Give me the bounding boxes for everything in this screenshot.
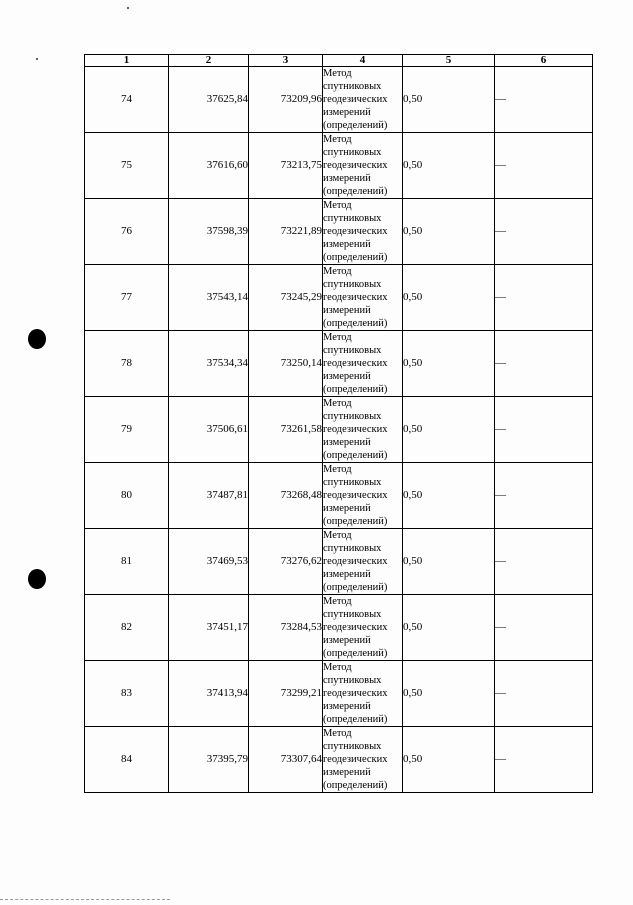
point-number-cell: 80 [85, 463, 169, 529]
y-coordinate-cell: 73261,58 [249, 397, 323, 463]
method-text-line: (определений) [323, 450, 388, 461]
table-body [85, 67, 593, 793]
method-cell [323, 529, 403, 595]
note-cell: — [495, 133, 593, 199]
y-coordinate-cell: 73299,21 [249, 661, 323, 727]
method-text-line: (определений) [323, 252, 388, 263]
x-coordinate-cell: 37625,84 [169, 67, 249, 133]
x-coordinate-cell: 37451,17 [169, 595, 249, 661]
accuracy-cell: 0,50 [403, 199, 495, 265]
x-coordinate-cell: 37616,60 [169, 133, 249, 199]
header-col-5: 5 [403, 55, 495, 67]
method-text-line: спутниковых [323, 279, 382, 290]
y-coordinate-cell: 73221,89 [249, 199, 323, 265]
method-text-line: измерений [323, 305, 371, 316]
table-row [85, 727, 593, 793]
table-row [85, 331, 593, 397]
method-text-line: Метод [323, 266, 352, 277]
method-text-line: Метод [323, 134, 352, 145]
method-text-line: Метод [323, 68, 352, 79]
method-text-line: измерений [323, 503, 371, 514]
method-text-line: измерений [323, 569, 371, 580]
method-text-line: (определений) [323, 186, 388, 197]
method-text-line: спутниковых [323, 675, 382, 686]
method-text-line: геодезических [323, 358, 388, 369]
punch-hole-mark [28, 329, 46, 349]
note-cell: — [495, 67, 593, 133]
accuracy-cell: 0,50 [403, 727, 495, 793]
y-coordinate-cell: 73276,62 [249, 529, 323, 595]
scan-speck [36, 58, 38, 60]
header-col-1: 1 [85, 55, 169, 67]
y-coordinate-cell: 73245,29 [249, 265, 323, 331]
method-text-line: геодезических [323, 424, 388, 435]
note-cell: — [495, 661, 593, 727]
point-number-cell: 83 [85, 661, 169, 727]
table-row [85, 67, 593, 133]
scan-speck [127, 7, 129, 9]
note-cell: — [495, 463, 593, 529]
coordinates-table [84, 54, 593, 793]
method-text-line: геодезических [323, 688, 388, 699]
y-coordinate-cell: 73307,64 [249, 727, 323, 793]
method-text-line: измерений [323, 767, 371, 778]
note-cell: — [495, 199, 593, 265]
method-text-line: измерений [323, 107, 371, 118]
method-text-line: измерений [323, 635, 371, 646]
method-cell [323, 199, 403, 265]
method-text-line: (определений) [323, 318, 388, 329]
x-coordinate-cell: 37395,79 [169, 727, 249, 793]
accuracy-cell: 0,50 [403, 529, 495, 595]
point-number-cell: 84 [85, 727, 169, 793]
table-row [85, 463, 593, 529]
method-text-line: геодезических [323, 226, 388, 237]
accuracy-cell: 0,50 [403, 661, 495, 727]
x-coordinate-cell: 37506,61 [169, 397, 249, 463]
method-text-line: (определений) [323, 714, 388, 725]
point-number-cell: 75 [85, 133, 169, 199]
method-text-line: Метод [323, 332, 352, 343]
method-text-line: спутниковых [323, 81, 382, 92]
y-coordinate-cell: 73250,14 [249, 331, 323, 397]
accuracy-cell: 0,50 [403, 595, 495, 661]
method-text-line: Метод [323, 530, 352, 541]
method-text-line: геодезических [323, 94, 388, 105]
note-cell: — [495, 595, 593, 661]
method-text-line: измерений [323, 371, 371, 382]
header-col-3: 3 [249, 55, 323, 67]
method-text-line: измерений [323, 239, 371, 250]
method-cell [323, 133, 403, 199]
method-cell [323, 397, 403, 463]
y-coordinate-cell: 73284,53 [249, 595, 323, 661]
accuracy-cell: 0,50 [403, 67, 495, 133]
x-coordinate-cell: 37413,94 [169, 661, 249, 727]
method-text-line: (определений) [323, 120, 388, 131]
method-cell [323, 67, 403, 133]
header-col-2: 2 [169, 55, 249, 67]
note-cell: — [495, 727, 593, 793]
point-number-cell: 79 [85, 397, 169, 463]
x-coordinate-cell: 37543,14 [169, 265, 249, 331]
point-number-cell: 81 [85, 529, 169, 595]
table-row [85, 529, 593, 595]
method-text-line: (определений) [323, 516, 388, 527]
point-number-cell: 74 [85, 67, 169, 133]
x-coordinate-cell: 37598,39 [169, 199, 249, 265]
method-text-line: спутниковых [323, 609, 382, 620]
note-cell: — [495, 331, 593, 397]
scan-edge-line [0, 899, 170, 901]
point-number-cell: 76 [85, 199, 169, 265]
method-text-line: (определений) [323, 384, 388, 395]
method-text-line: спутниковых [323, 411, 382, 422]
punch-hole-mark [28, 569, 46, 589]
method-text-line: Метод [323, 200, 352, 211]
method-text-line: геодезических [323, 490, 388, 501]
method-text-line: геодезических [323, 292, 388, 303]
method-text-line: геодезических [323, 160, 388, 171]
accuracy-cell: 0,50 [403, 265, 495, 331]
header-col-6: 6 [495, 55, 593, 67]
method-text-line: измерений [323, 173, 371, 184]
method-text-line: геодезических [323, 754, 388, 765]
x-coordinate-cell: 37487,81 [169, 463, 249, 529]
table-row [85, 265, 593, 331]
x-coordinate-cell: 37534,34 [169, 331, 249, 397]
accuracy-cell: 0,50 [403, 463, 495, 529]
header-col-4: 4 [323, 55, 403, 67]
method-text-line: спутниковых [323, 213, 382, 224]
method-text-line: (определений) [323, 648, 388, 659]
method-text-line: спутниковых [323, 477, 382, 488]
method-text-line: спутниковых [323, 345, 382, 356]
point-number-cell: 77 [85, 265, 169, 331]
method-text-line: (определений) [323, 780, 388, 791]
accuracy-cell: 0,50 [403, 397, 495, 463]
method-text-line: (определений) [323, 582, 388, 593]
method-cell [323, 595, 403, 661]
y-coordinate-cell: 73268,48 [249, 463, 323, 529]
table-header-row [85, 55, 593, 67]
table-row [85, 133, 593, 199]
method-text-line: геодезических [323, 622, 388, 633]
y-coordinate-cell: 73213,75 [249, 133, 323, 199]
method-cell [323, 331, 403, 397]
method-text-line: спутниковых [323, 741, 382, 752]
method-text-line: измерений [323, 701, 371, 712]
method-cell [323, 661, 403, 727]
point-number-cell: 82 [85, 595, 169, 661]
method-cell [323, 265, 403, 331]
method-text-line: Метод [323, 596, 352, 607]
note-cell: — [495, 265, 593, 331]
method-text-line: спутниковых [323, 147, 382, 158]
x-coordinate-cell: 37469,53 [169, 529, 249, 595]
note-cell: — [495, 397, 593, 463]
note-cell: — [495, 529, 593, 595]
table-row [85, 661, 593, 727]
method-cell [323, 727, 403, 793]
y-coordinate-cell: 73209,96 [249, 67, 323, 133]
method-text-line: Метод [323, 464, 352, 475]
method-text-line: спутниковых [323, 543, 382, 554]
method-cell [323, 463, 403, 529]
accuracy-cell: 0,50 [403, 133, 495, 199]
table-row [85, 595, 593, 661]
method-text-line: геодезических [323, 556, 388, 567]
table-row [85, 199, 593, 265]
point-number-cell: 78 [85, 331, 169, 397]
method-text-line: Метод [323, 728, 352, 739]
method-text-line: Метод [323, 662, 352, 673]
accuracy-cell: 0,50 [403, 331, 495, 397]
method-text-line: Метод [323, 398, 352, 409]
method-text-line: измерений [323, 437, 371, 448]
table-row [85, 397, 593, 463]
